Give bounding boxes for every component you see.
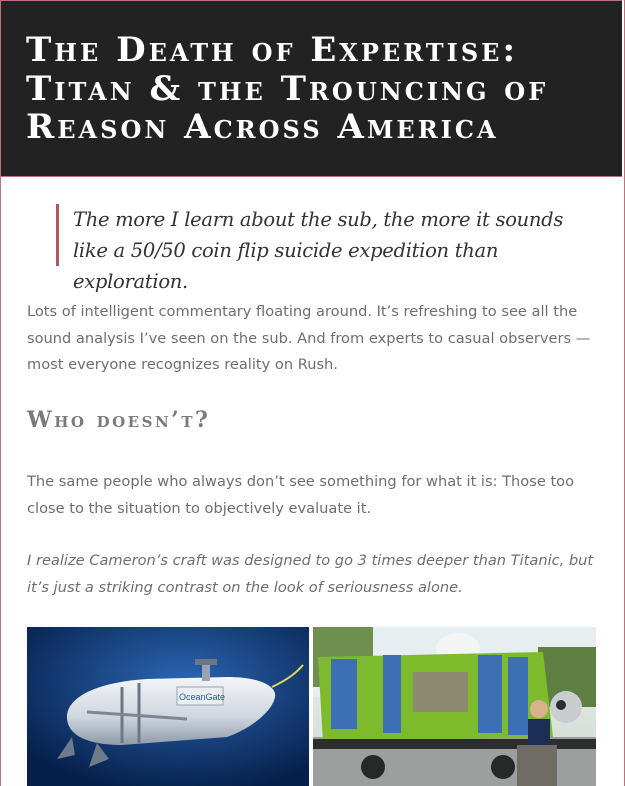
article-header: [1, 0, 622, 177]
oceangate-logo: OceanGate: [179, 692, 226, 702]
section-heading: Who doesn’t?: [27, 407, 211, 433]
paragraph-intro: Lots of intelligent commentary floating around. It’s refreshing to see all the sound analysis I’ve seen on the sub. And from experts to casual observers — most everyone recognizes reality on Rush.: [27, 303, 591, 373]
titan-submersible-image: [27, 627, 309, 786]
paragraph-answer: The same people who always don’t see something for what it is: Those too close to the situation to objectively evaluate it.: [27, 473, 575, 517]
titan-submersible-illustration: [27, 627, 309, 786]
deepsea-challenger-illustration: [313, 627, 596, 786]
pull-quote: [56, 204, 576, 293]
paragraph-italic: I realize Cameron’s craft was designed to go 3 times deeper than Titanic, but it’s just a striking contrast on the look of seriousness alone.: [27, 552, 594, 596]
article-title: The Death of Expertise: Titan & the Trouncing of Reason Across America: [26, 30, 549, 147]
deepsea-challenger-image: [313, 627, 596, 786]
pull-quote-text: The more I learn about the sub, the more it sounds like a 50/50 coin flip suicide expedition than exploration.: [73, 208, 564, 293]
